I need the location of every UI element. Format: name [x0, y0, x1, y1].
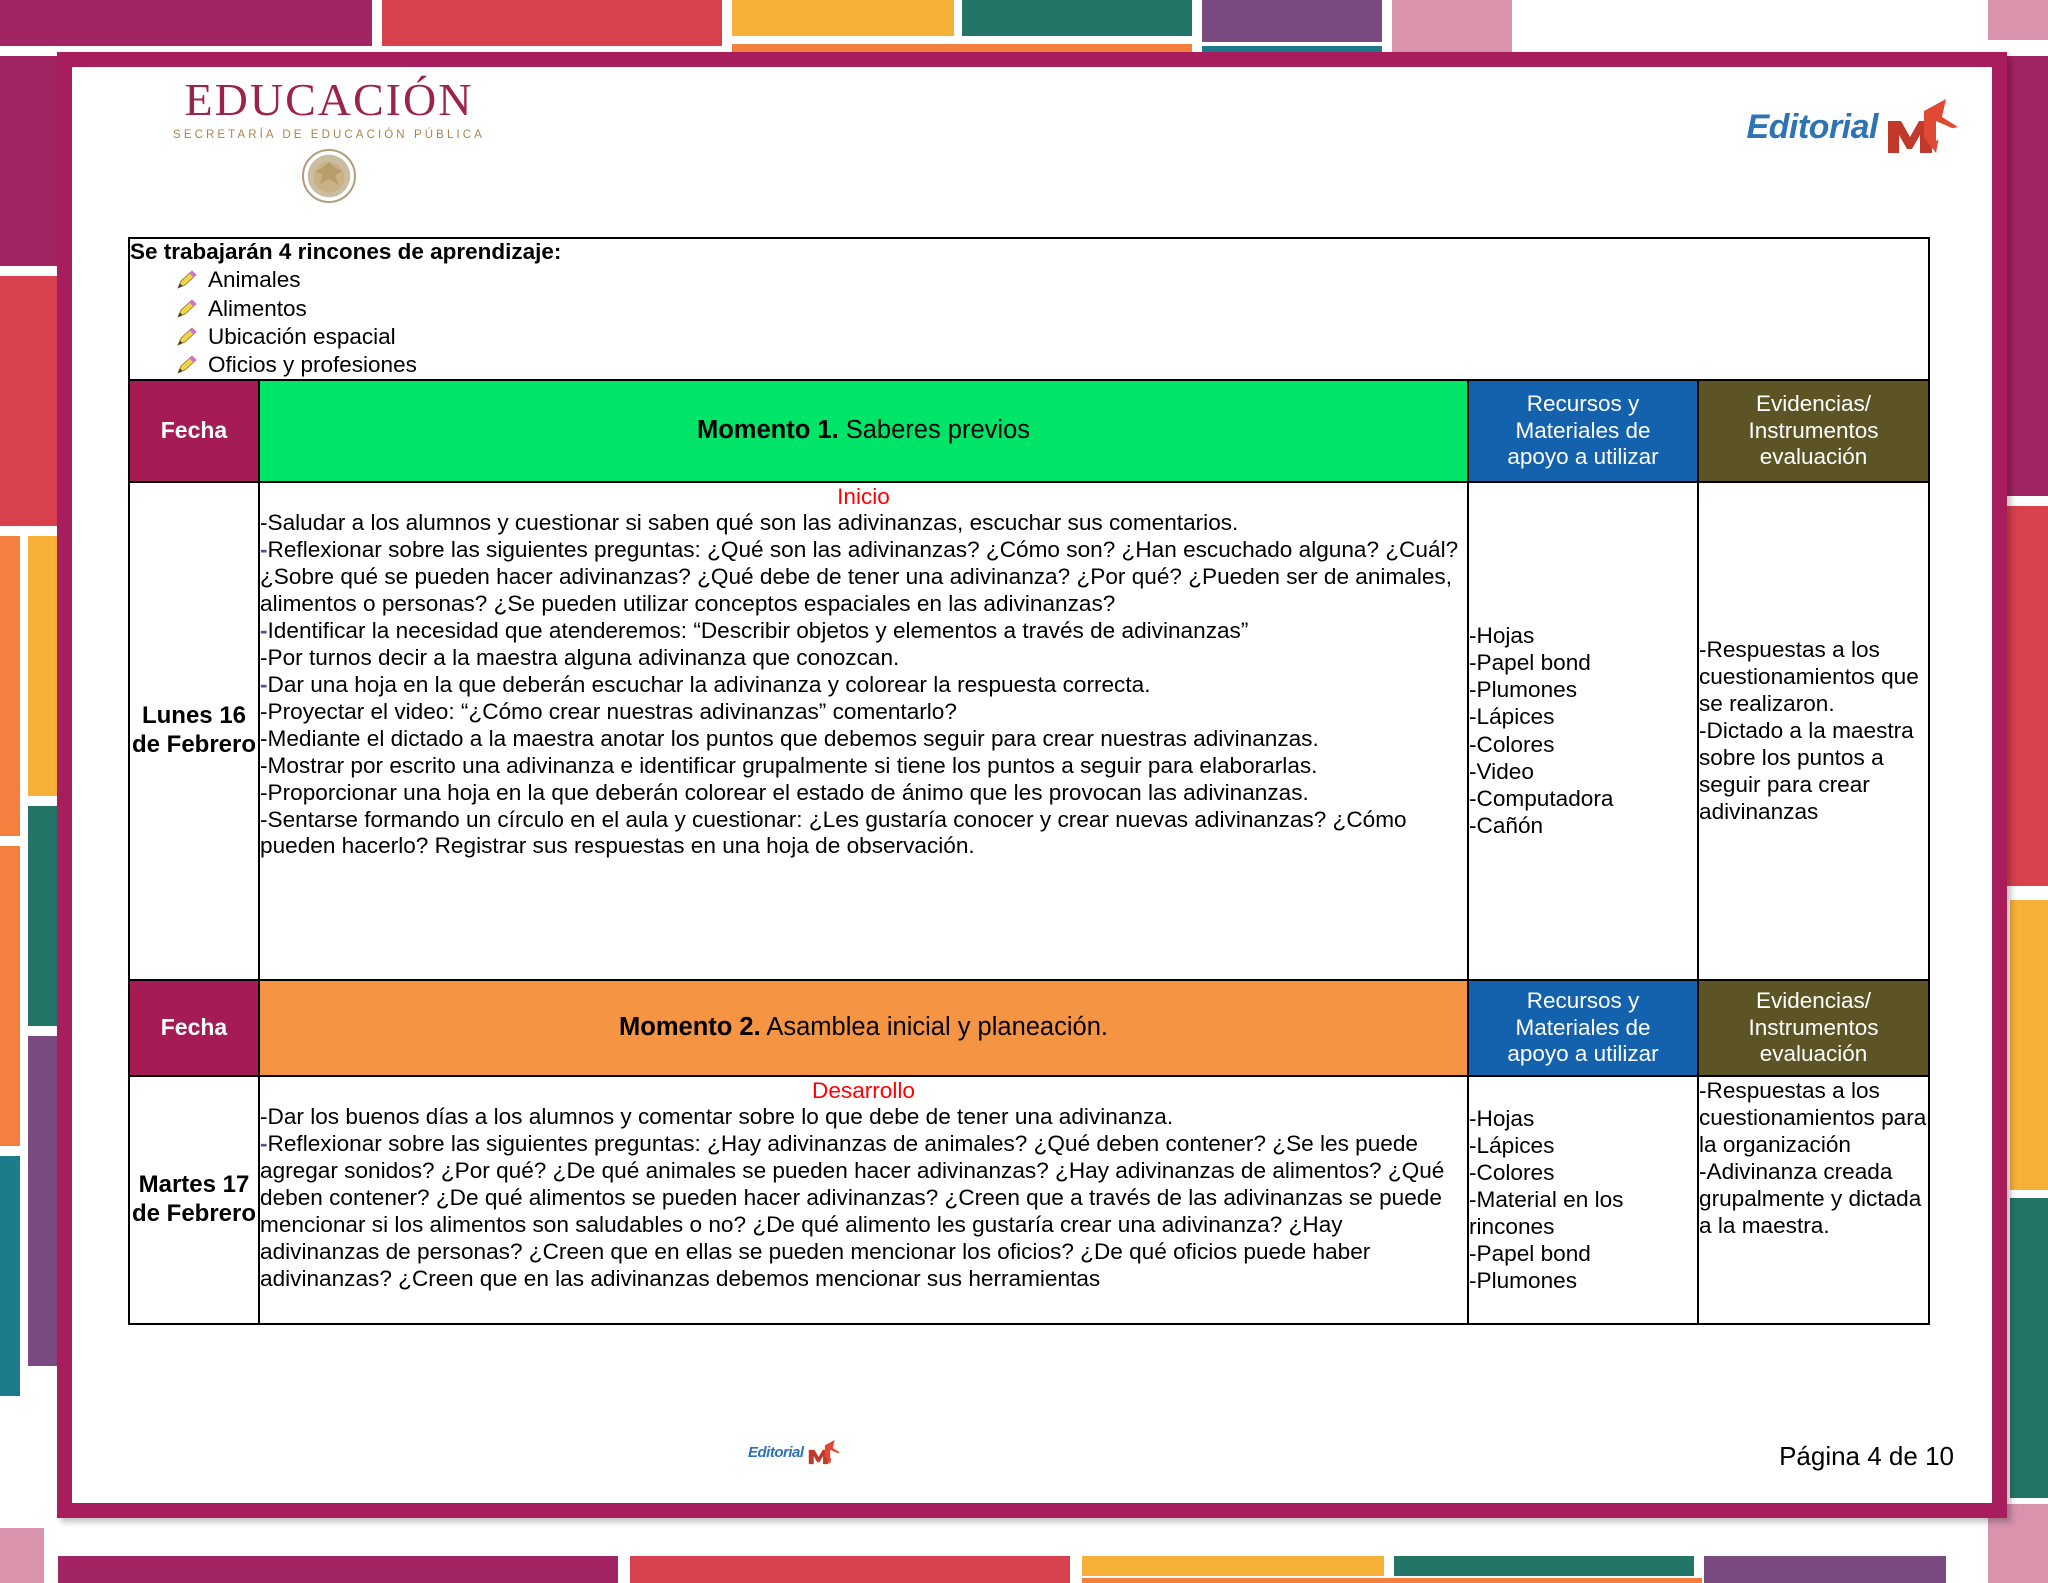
activity-lines-momento-1 [260, 510, 1467, 861]
mexican-seal-icon [298, 145, 360, 207]
recurso-item: -Material en los rincones [1469, 1187, 1624, 1240]
line-text: Mediante el dictado a la maestra anotar los puntos que debemos seguir para crear nuestras adivinanzas. [267, 725, 1319, 751]
pencil-icon [176, 355, 198, 375]
deco-block [0, 536, 20, 836]
header-evidencias-line2: Instrumentos [1748, 417, 1879, 443]
activity-line [260, 1131, 1467, 1293]
deco-block [1394, 1556, 1694, 1576]
line-text: Dar los buenos días a los alumnos y comentar sobre lo que debe de tener una adivinanza. [267, 1103, 1174, 1129]
deco-block [2010, 1198, 2048, 1498]
activities-cell-momento-1 [259, 482, 1468, 980]
rincon-item [176, 324, 1928, 350]
rincon-item [176, 352, 1928, 378]
recurso-item: -Colores [1469, 731, 1555, 757]
table-row-momento-2-body [129, 1076, 1929, 1324]
momento-1-subtitle: Saberes previos [838, 416, 1031, 445]
deco-block [58, 1556, 618, 1583]
fecha-cell-martes [129, 1076, 259, 1324]
sep-logo [114, 74, 544, 207]
fecha-line1: Lunes 16 [141, 701, 247, 729]
footer-editorial-md-logo [748, 1439, 840, 1466]
deco-block [28, 806, 60, 1026]
sep-logo-title: EDUCACIÓN [184, 74, 474, 125]
line-dash: - [260, 1103, 268, 1129]
header-evidencias-line3: evaluación [1759, 443, 1868, 469]
activities-cell-momento-2 [259, 1076, 1468, 1324]
recurso-item: -Plumones [1469, 1268, 1577, 1294]
header-recursos-line3: apoyo a utilizar [1507, 1040, 1659, 1066]
line-dash: - [260, 509, 268, 535]
header-fecha-2: Fecha [129, 980, 259, 1076]
deco-block [0, 1528, 44, 1583]
page-number: Página 4 de 10 [1779, 1441, 1954, 1471]
momento-2-label: Momento 2. [619, 1013, 761, 1042]
activity-line [260, 753, 1467, 780]
line-dash: - [260, 806, 268, 832]
line-text: Saludar a los alumnos y cuestionar si saben qué son las adivinanzas, escuchar sus comentarios. [267, 509, 1239, 535]
deco-block [382, 0, 722, 46]
rincones-title: Se trabajarán 4 rincones de aprendizaje: [130, 239, 562, 264]
evidencias-cell-momento-1 [1698, 482, 1929, 980]
recurso-item: -Colores [1469, 1159, 1555, 1185]
deco-block [1082, 1578, 1702, 1583]
table-row-rincones [129, 238, 1929, 380]
rincon-label: Alimentos [208, 295, 307, 321]
evidencias-cell-momento-2 [1698, 1076, 1929, 1324]
activity-line [260, 645, 1467, 672]
deco-block [1392, 0, 1512, 60]
deco-block [962, 0, 1192, 36]
header-momento-2 [259, 980, 1468, 1076]
deco-block [0, 0, 372, 46]
md-arrow-icon [1884, 97, 1958, 157]
evidencia-item: -Adivinanza creada grupalmente y dictada a la maestra. [1699, 1158, 1922, 1239]
activity-lines-momento-2 [260, 1104, 1467, 1293]
page-border [57, 52, 2007, 1518]
deco-block [1704, 1556, 1946, 1583]
deco-block [0, 846, 20, 1146]
recurso-item: -Papel bond [1469, 650, 1591, 676]
recursos-cell-momento-2 [1468, 1076, 1698, 1324]
planning-table [128, 237, 1930, 1325]
table-row-momento-1-body [129, 482, 1929, 980]
header-recursos [1468, 380, 1698, 482]
header-fecha: Fecha [129, 380, 259, 482]
header-evidencias-line2: Instrumentos [1748, 1014, 1879, 1040]
line-text: Reflexionar sobre las siguientes preguntas: ¿Hay adivinanzas de animales? ¿Qué deben contener? ¿Se les puede agregar sonidos? ¿Por qué? ¿De qué animales se pueden hacer adivinanzas? ¿Hay adivinanzas de alimentos? ¿Qué deben contener? ¿De qué alimentos se pueden hacer adivinanzas? ¿Creen que a través de las adivinanzas se puede mencionar si los alimentos son saludables o no? ¿De qué alimento les gustaría crear una adivinanza? ¿Hay adivinanzas de personas? ¿Creen que en ellas se pueden mencionar los oficios? ¿De qué oficios puede haber adivinanzas? ¿Creen que en las adivinanzas debemos mencionar sus herramientas [260, 1130, 1445, 1291]
recurso-item: -Cañón [1469, 812, 1544, 838]
line-dash: - [260, 779, 268, 805]
recurso-item: -Plumones [1469, 677, 1577, 703]
header-evidencias [1698, 380, 1929, 482]
document-page [72, 67, 1992, 1503]
header-recursos-line2: Materiales de [1515, 417, 1651, 443]
deco-block [630, 1556, 1070, 1583]
line-text: Mostrar por escrito una adivinanza e identificar grupalmente si tiene los puntos a seguir para elaborarlas. [267, 752, 1318, 778]
activity-line [260, 726, 1467, 753]
line-text: Dar una hoja en la que deberán escuchar la adivinanza y colorear la respuesta correcta. [267, 671, 1151, 697]
deco-block [0, 1156, 20, 1396]
pencil-icon [176, 270, 198, 290]
fecha-line1: Martes 17 [138, 1170, 250, 1198]
header-recursos-2 [1468, 980, 1698, 1076]
section-label-desarrollo: Desarrollo [812, 1077, 915, 1103]
line-dash: - [260, 536, 268, 562]
activity-line [260, 672, 1467, 699]
header-recursos-line2: Materiales de [1515, 1014, 1651, 1040]
section-label-inicio: Inicio [837, 483, 890, 509]
header-evidencias-line1: Evidencias/ [1755, 391, 1872, 417]
activity-line [260, 1104, 1467, 1131]
recurso-item: -Video [1469, 758, 1534, 784]
evidencia-item: -Respuestas a los cuestionamientos que se realizaron. [1699, 636, 1919, 716]
activity-line [260, 510, 1467, 537]
line-text: Proyectar el video: “¿Cómo crear nuestras adivinanzas” comentarlo? [267, 698, 957, 724]
evidencia-item: -Dictado a la maestra sobre los puntos a seguir para crear adivinanzas [1699, 718, 1914, 825]
deco-block [28, 536, 60, 796]
activity-line [260, 618, 1467, 645]
pencil-icon [176, 327, 198, 347]
momento-2-subtitle: Asamblea inicial y planeación. [760, 1013, 1108, 1042]
deco-block [1202, 0, 1382, 42]
rincon-label: Ubicación espacial [208, 323, 396, 349]
editorial-logo-text: Editorial [1746, 107, 1878, 146]
rincones-cell [129, 238, 1929, 380]
line-dash: - [260, 644, 268, 670]
line-dash: - [260, 725, 268, 751]
deco-block [2010, 900, 2048, 1190]
line-text: Identificar la necesidad que atenderemos: “Describir objetos y elementos a través de adivinanzas” [267, 617, 1249, 643]
deco-block [1988, 0, 2048, 40]
recurso-item: -Lápices [1469, 1132, 1555, 1158]
line-text: Sentarse formando un círculo en el aula y cuestionar: ¿Les gustaría conocer y crear nuevas adivinanzas? ¿Cómo pueden hacerlo? Registrar sus respuestas en una hoja de observación. [260, 806, 1407, 859]
footer-editorial-logo-text: Editorial [748, 1444, 804, 1461]
table-header-row-momento-1 [129, 380, 1929, 482]
fecha-cell-lunes [129, 482, 259, 980]
recursos-cell-momento-1 [1468, 482, 1698, 980]
recurso-item: -Computadora [1469, 785, 1614, 811]
rincon-label: Oficios y profesiones [208, 352, 417, 378]
fecha-line2: de Febrero [131, 1199, 257, 1227]
rincon-item [176, 267, 1928, 293]
rincon-label: Animales [208, 267, 301, 293]
table-header-row-momento-2 [129, 980, 1929, 1076]
line-dash: - [260, 752, 268, 778]
activity-line [260, 537, 1467, 618]
recurso-item: -Hojas [1469, 623, 1535, 649]
header-evidencias-line3: evaluación [1759, 1040, 1868, 1066]
recurso-item: -Lápices [1469, 704, 1555, 730]
deco-block [732, 0, 954, 36]
recurso-item: -Papel bond [1469, 1241, 1591, 1267]
line-text: Proporcionar una hoja en la que deberán colorear el estado de ánimo que les provocan las adivinanzas. [267, 779, 1309, 805]
activity-line [260, 699, 1467, 726]
sep-logo-subtitle: SECRETARÍA DE EDUCACIÓN PÚBLICA [173, 129, 485, 141]
deco-block [0, 56, 60, 266]
header-recursos-line3: apoyo a utilizar [1507, 443, 1659, 469]
footer-md-arrow-icon [807, 1439, 840, 1466]
line-dash: - [260, 698, 268, 724]
editorial-md-logo [1746, 97, 1958, 157]
fecha-line2: de Febrero [131, 730, 257, 758]
line-dash: - [260, 671, 268, 697]
rincon-item [176, 296, 1928, 322]
activity-line [260, 780, 1467, 807]
header-momento-1 [259, 380, 1468, 482]
document-footer [128, 1435, 1958, 1487]
deco-block [0, 276, 60, 526]
document-header [72, 67, 1992, 217]
recurso-item: -Hojas [1469, 1105, 1535, 1131]
evidencia-item: -Respuestas a los cuestionamientos para la organización [1699, 1077, 1927, 1157]
pencil-icon [176, 299, 198, 319]
header-evidencias-2 [1698, 980, 1929, 1076]
momento-1-label: Momento 1. [696, 416, 839, 445]
deco-block [28, 1036, 60, 1366]
header-recursos-line1: Recursos y [1526, 988, 1640, 1014]
line-dash: - [260, 617, 268, 643]
line-text: Por turnos decir a la maestra alguna adivinanza que conozcan. [267, 644, 900, 670]
activity-line [260, 807, 1467, 861]
header-recursos-line1: Recursos y [1526, 391, 1640, 417]
line-dash: - [260, 1130, 268, 1156]
line-text: Reflexionar sobre las siguientes preguntas: ¿Qué son las adivinanzas? ¿Cómo son? ¿Han escuchado alguna? ¿Cuál? ¿Sobre qué se pueden hacer adivinanzas? ¿Qué debe de tener una adivinanza? ¿Por qué? ¿Pueden ser de animales, alimentos o personas? ¿Se pueden utilizar conceptos espaciales en las adivinanzas? [260, 536, 1459, 616]
header-evidencias-line1: Evidencias/ [1755, 988, 1872, 1014]
deco-block [1082, 1556, 1384, 1576]
